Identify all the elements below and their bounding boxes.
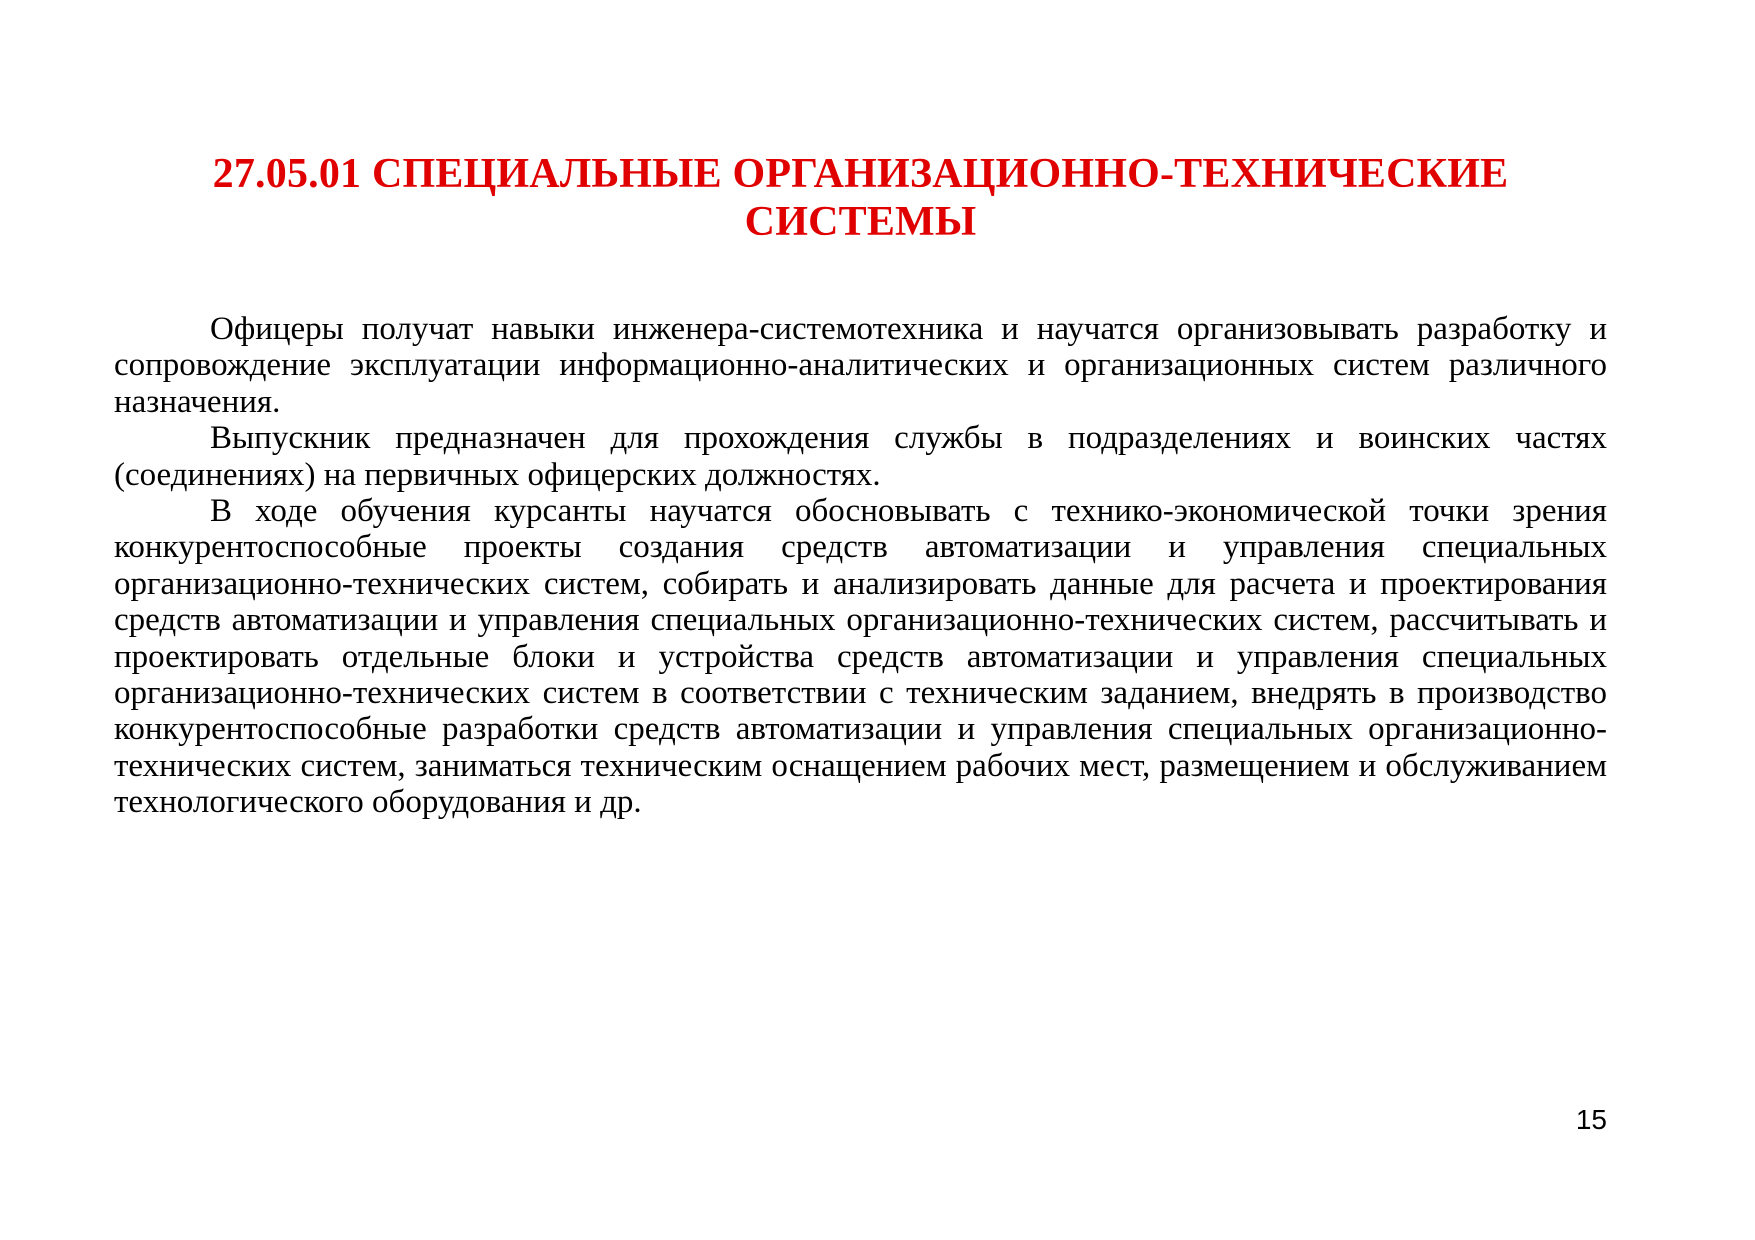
document-body bbox=[114, 311, 1607, 821]
paragraph-assignment: Выпускник предназначен для прохождения службы в подразделениях и воинских частях (соединениях) на первичных офицерских должностях. bbox=[114, 420, 1607, 493]
paragraph-training: В ходе обучения курсанты научатся обосновывать с технико-экономической точки зрения конкурентоспособные проекты создания средств автоматизации и управления специальных организационно-технических систем, собирать и анализировать данные для расчета и проектирования средств автоматизации и управления специальных организационно-технических систем, рассчитывать и проектировать отдельные блоки и устройства средств автоматизации и управления специальных организационно-технических систем в соответствии с техническим заданием, внедрять в производство конкурентоспособные разработки средств автоматизации и управления специальных организационно-технических систем, заниматься техническим оснащением рабочих мест, размещением и обслуживанием технологического оборудования и др. bbox=[114, 493, 1607, 821]
page-number: 15 bbox=[1575, 1104, 1607, 1135]
page-title: 27.05.01 СПЕЦИАЛЬНЫЕ ОРГАНИЗАЦИОННО-ТЕХНИЧЕСКИЕ СИСТЕМЫ bbox=[212, 151, 1509, 245]
paragraph-overview: Офицеры получат навыки инженера-системотехника и научатся организовывать разработку и сопровождение эксплуатации информационно-аналитических и организационных систем различного назначения. bbox=[114, 311, 1607, 420]
